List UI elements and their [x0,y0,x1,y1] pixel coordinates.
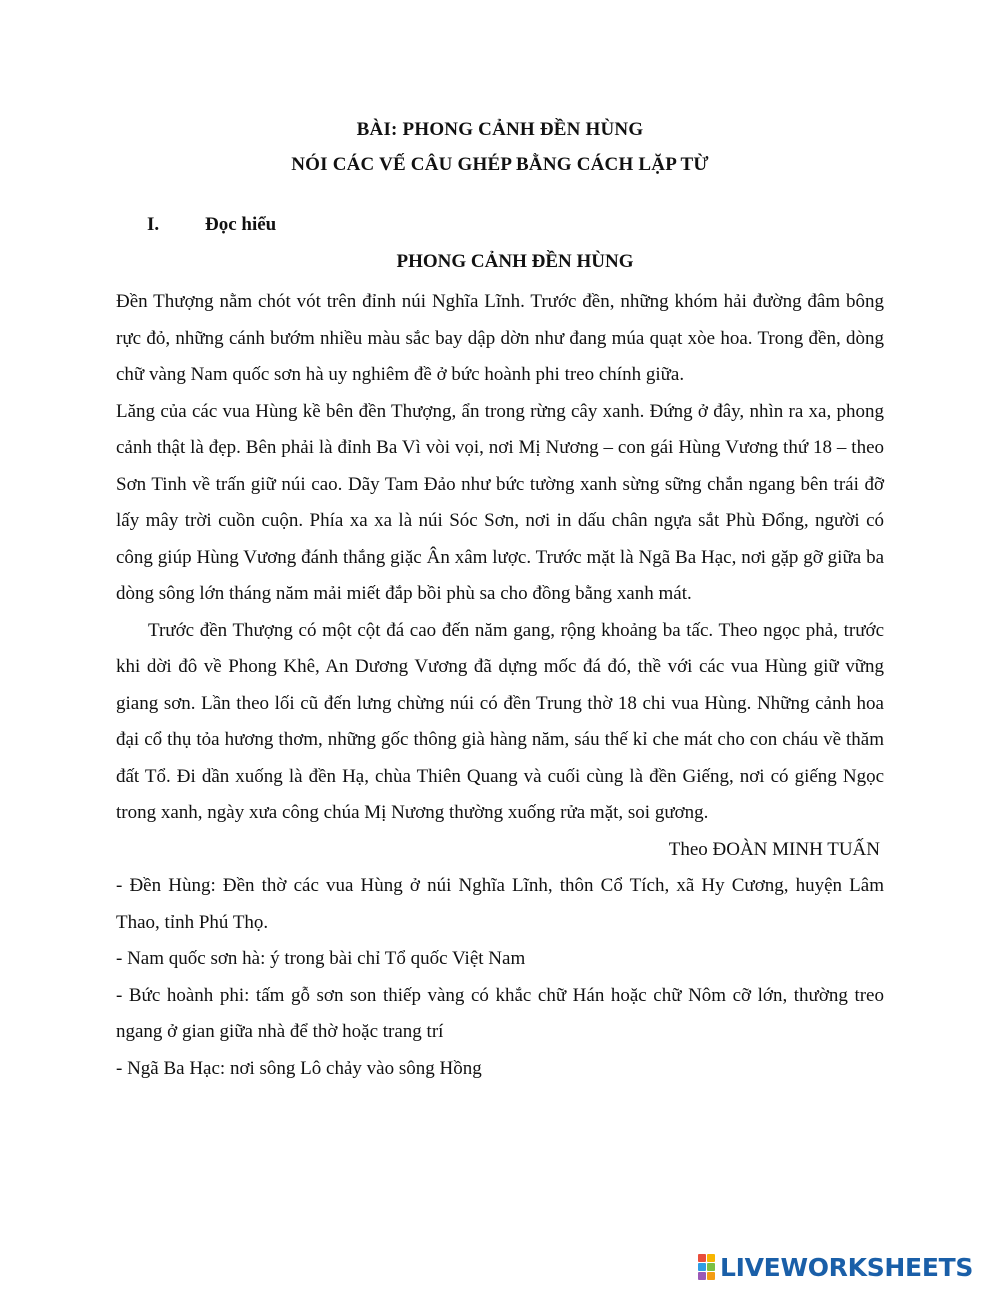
section-number: I. [147,214,160,235]
story-paragraph: Đền Thượng nằm chót vót trên đỉnh núi Nghĩa Lĩnh. Trước đền, những khóm hải đường đâm bông rực đỏ, những cánh bướm nhiều màu sắc bay dập dờn như đang múa quạt xòe hoa. Trong đền, dòng chữ vàng Nam quốc sơn hà uy nghiêm đề ở bức hoành phi treo chính giữa. [116,291,884,385]
logo-square [698,1254,706,1262]
lesson-title: BÀI: PHONG CẢNH ĐỀN HÙNG [356,119,644,140]
logo-text: LIVEWORKSHEETS [720,1252,974,1282]
liveworksheets-logo[interactable] [698,1252,973,1282]
story-author: Theo ĐOÀN MINH TUẤN [668,838,880,860]
logo-square [707,1263,715,1271]
story-body [116,284,884,1087]
note-item: - Ngã Ba Hạc: nơi sông Lô chảy vào sông Hồng [116,1057,482,1079]
story-title: PHONG CẢNH ĐỀN HÙNG [396,251,634,272]
note-item: - Bức hoành phi: tấm gỗ sơn son thiếp vàng có khắc chữ Hán hoặc chữ Nôm cỡ lớn, thường treo ngang ở gian giữa nhà để thờ hoặc trang trí [116,984,884,1042]
logo-square [707,1254,715,1262]
lesson-subtitle: NÓI CÁC VẾ CÂU GHÉP BẰNG CÁCH LẶP TỪ [291,154,709,175]
note-item: - Đền Hùng: Đền thờ các vua Hùng ở núi Nghĩa Lĩnh, thôn Cổ Tích, xã Hy Cương, huyện Lâm Thao, tỉnh Phú Thọ. [116,875,884,933]
story-paragraph: Trước đền Thượng có một cột đá cao đến năm gang, rộng khoảng ba tấc. Theo ngọc phả, trước khi dời đô về Phong Khê, An Dương Vương đã dựng mốc đá đó, thề với các vua Hùng giữ vững giang sơn. Lần theo lối cũ đến lưng chừng núi có đền Trung thờ 18 chi vua Hùng. Những cảnh hoa đại cổ thụ tỏa hương thơm, những gốc thông già hàng năm, sáu thế kỉ che mát cho con cháu về thăm đất Tổ. Đi dần xuống là đền Hạ, chùa Thiên Quang và cuối cùng là đền Giếng, nơi có giếng Ngọc trong xanh, ngày xưa công chúa Mị Nương thường xuống rửa mặt, soi gương. [116,619,884,823]
liveworksheets-logo-icon [698,1254,715,1280]
section-heading [147,214,276,236]
note-item: - Nam quốc sơn hà: ý trong bài chỉ Tổ quốc Việt Nam [116,948,526,969]
logo-square [698,1263,706,1271]
logo-square [698,1272,706,1280]
story-paragraph: Lăng của các vua Hùng kề bên đền Thượng, ẩn trong rừng cây xanh. Đứng ở đây, nhìn ra xa, phong cảnh thật là đẹp. Bên phải là đỉnh Ba Vì vòi vọi, nơi Mị Nương – con gái Hùng Vương thứ 18 – theo Sơn Tinh về trấn giữ núi cao. Dãy Tam Đảo như bức tường xanh sừng sững chắn ngang bên trái đỡ lấy mây trời cuồn cuộn. Phía xa xa là núi Sóc Sơn, nơi in dấu chân ngựa sắt Phù Đổng, người có công giúp Hùng Vương đánh thắng giặc Ân xâm lược. Trước mặt là Ngã Ba Hạc, nơi gặp gỡ giữa ba dòng sông lớn tháng năm mải miết đắp bồi phù sa cho đồng bằng xanh mát. [116,400,884,604]
logo-square [707,1272,715,1280]
section-label: Đọc hiểu [205,214,277,235]
